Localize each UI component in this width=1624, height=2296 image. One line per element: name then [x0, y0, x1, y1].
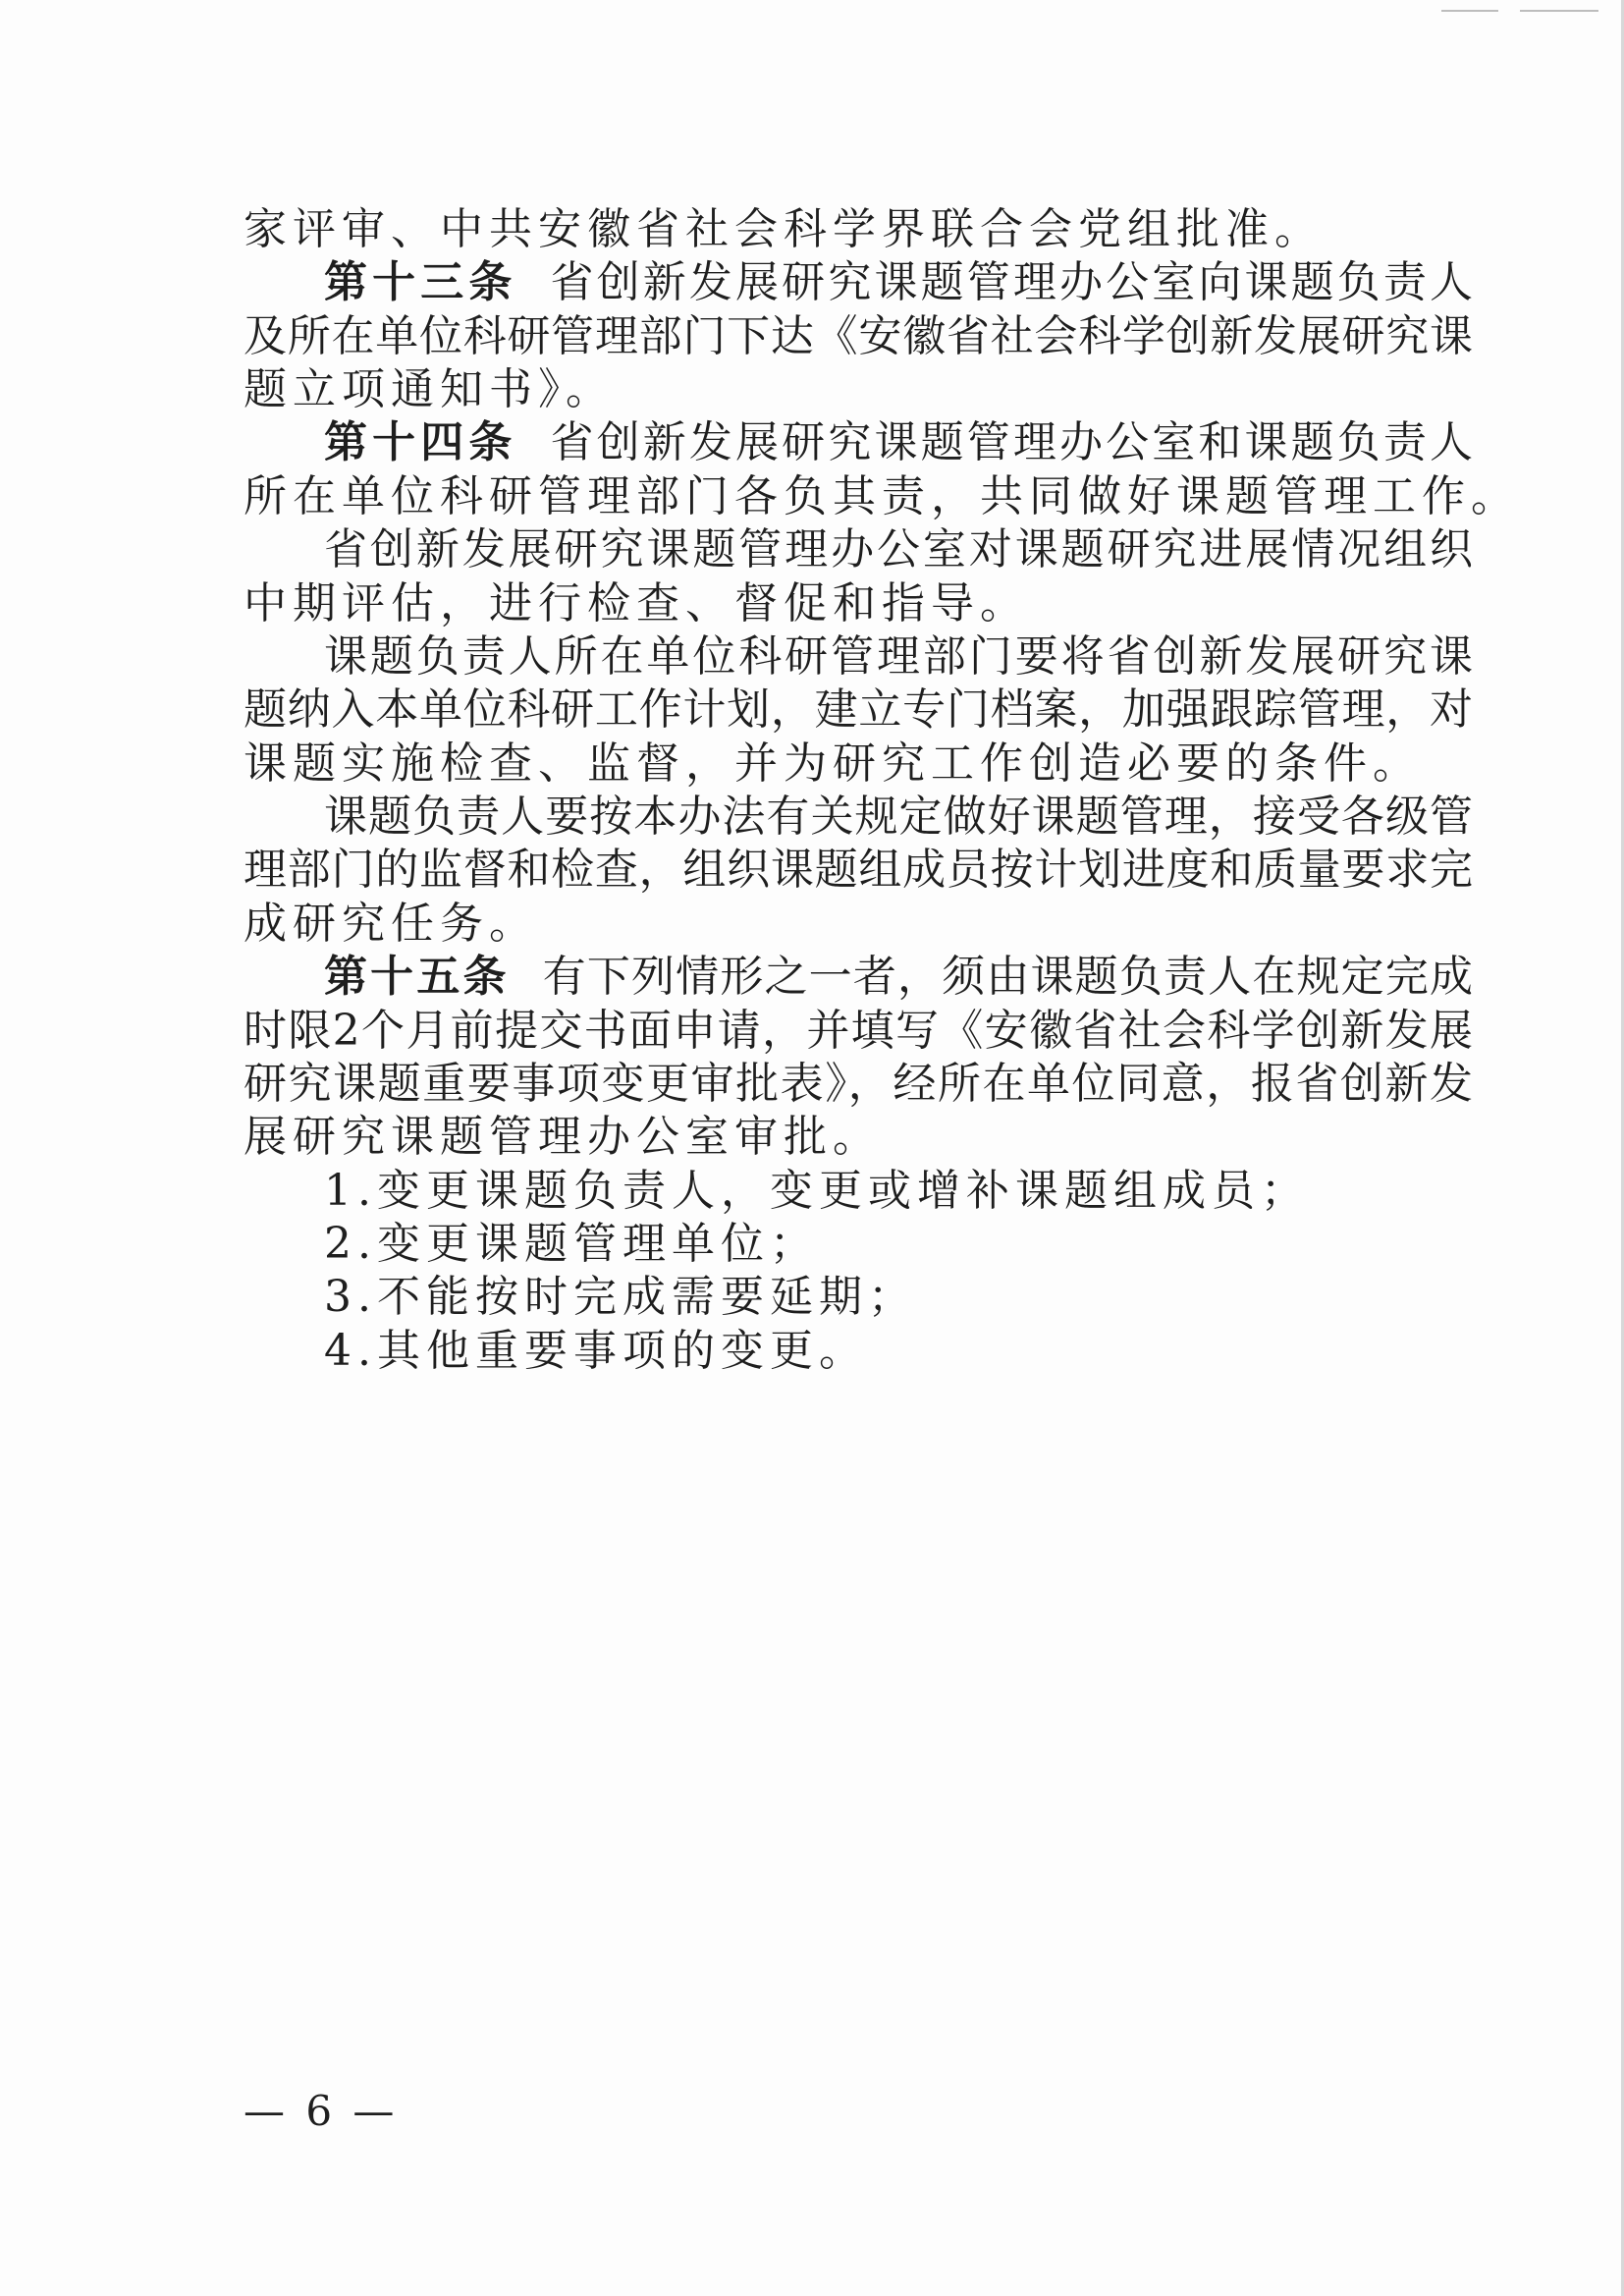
paragraph-text: 省创新发展研究课题管理办公室向课题负责人: [550, 257, 1474, 307]
article-title: 第十五条: [324, 952, 510, 1002]
scan-mark: [1520, 10, 1598, 12]
paragraph-line: 所在单位科研管理部门各负其责，共同做好课题管理工作。: [244, 471, 1520, 521]
paragraph-line: 及所在单位科研管理部门下达《安徽省社会科学创新发展研究课: [244, 311, 1473, 361]
article-13-line: [324, 253, 1473, 312]
paragraph-line: 课题负责人要按本办法有关规定做好课题管理，接受各级管: [324, 792, 1473, 842]
article-14-line: [324, 413, 1473, 472]
list-item: 2.变更课题管理单位；: [324, 1219, 819, 1269]
paragraph-text: 有下列情形之一者，须由课题负责人在规定完成: [542, 952, 1474, 1002]
paragraph-text: 省创新发展研究课题管理办公室和课题负责人: [550, 417, 1474, 467]
paragraph-line: 课题负责人所在单位科研管理部门要将省创新发展研究课: [324, 631, 1473, 682]
paragraph-line: 成研究任务。: [244, 899, 538, 949]
paragraph-line: 时限2个月前提交书面申请，并填写《安徽省社会科学创新发展: [244, 1006, 1473, 1056]
paragraph-line: 题纳入本单位科研工作计划，建立专门档案，加强跟踪管理，对: [244, 684, 1473, 735]
paragraph-line: 家评审、中共安徽省社会科学界联合会党组批准。: [244, 204, 1324, 254]
article-title: 第十三条: [324, 257, 517, 307]
paragraph-line: 课题实施检查、监督，并为研究工作创造必要的条件。: [244, 738, 1422, 789]
list-item: 3.不能按时完成需要延期；: [324, 1272, 917, 1322]
article-15-line: [324, 948, 1473, 1007]
list-item: 1.变更课题负责人，变更或增补课题组成员；: [324, 1166, 1310, 1216]
paragraph-line: 省创新发展研究课题管理办公室对课题研究进展情况组织: [324, 524, 1473, 574]
scan-mark: [1441, 10, 1498, 12]
paragraph-line: 题立项通知书》。: [244, 364, 615, 414]
paragraph-line: 理部门的监督和检查，组织课题组成员按计划进度和质量要求完: [244, 845, 1473, 895]
article-title: 第十四条: [324, 417, 517, 467]
page-number: — 6 —: [244, 2087, 399, 2135]
paragraph-line: 中期评估，进行检查、督促和指导。: [244, 578, 1029, 629]
paragraph-line: 研究课题重要事项变更审批表》，经所在单位同意，报省创新发: [244, 1059, 1473, 1109]
list-item: 4.其他重要事项的变更。: [324, 1326, 868, 1376]
paragraph-line: 展研究课题管理办公室审批。: [244, 1112, 882, 1162]
